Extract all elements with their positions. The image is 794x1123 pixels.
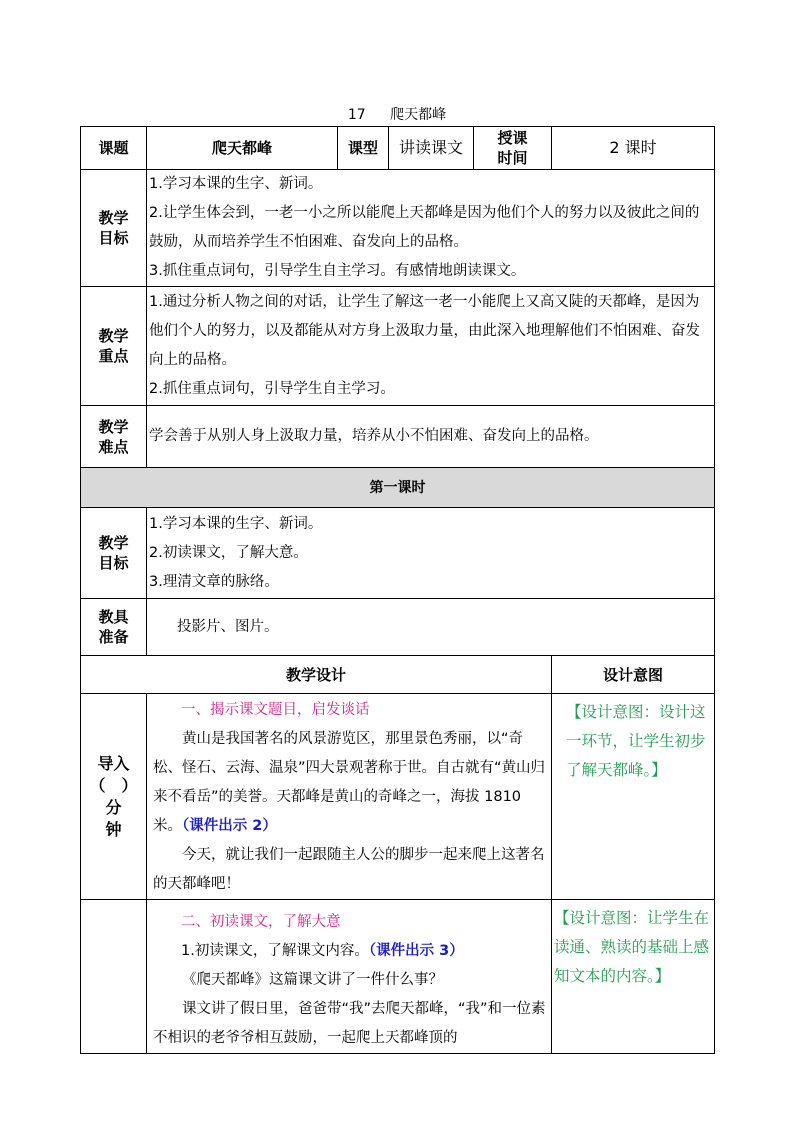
lesson1-goal-line: 3.理清文章的脉络。 bbox=[149, 573, 279, 590]
goal-line: 2.让学生体会到，一老一小之所以能爬上天都峰是因为他们个人的努力以及彼此之间的鼓励，从而培养学生不怕困难、奋发向上的品格。 bbox=[149, 205, 700, 250]
key-point-line: 2.抓住重点词句，引导学生自主学习。 bbox=[149, 381, 395, 397]
section2-label bbox=[81, 900, 147, 1054]
difficulty-content: 学会善于从别人身上汲取力量，培养从小不怕困难、奋发向上的品格。 bbox=[147, 406, 715, 468]
section2-intent: 【设计意图：让学生在读通、熟读的基础上感知文本的内容。】 bbox=[552, 900, 715, 1054]
type-label: 课型 bbox=[338, 127, 389, 170]
section2-answer: 课文讲了假日里，爸爸带“我”去爬天都峰，“我”和一位素不相识的老爷爷相互鼓励，一起爬上天都峰顶的 bbox=[153, 1001, 546, 1046]
key-points-row bbox=[81, 287, 715, 406]
difficulty-row bbox=[81, 406, 715, 468]
lesson-title: 爬天都峰 bbox=[390, 107, 447, 123]
goal-line: 1.学习本课的生字、新词。 bbox=[149, 176, 323, 192]
time-value: 2 课时 bbox=[552, 127, 715, 170]
section2-heading: 二、初读课文，了解大意 bbox=[181, 914, 341, 930]
design-heading-row bbox=[81, 656, 715, 694]
goals-label: 教学目标 bbox=[81, 170, 147, 287]
header-row bbox=[81, 127, 715, 170]
document-title bbox=[0, 104, 794, 124]
difficulty-label: 教学难点 bbox=[81, 406, 147, 468]
section1-label-line: 钟 bbox=[105, 819, 122, 839]
topic-value: 爬天都峰 bbox=[147, 127, 338, 170]
type-value: 讲读课文 bbox=[389, 127, 474, 170]
section1-label-line: 导入 bbox=[97, 753, 130, 773]
lesson1-heading-row bbox=[81, 468, 715, 508]
lesson1-heading: 第一课时 bbox=[81, 468, 715, 508]
lesson1-goal-line: 2.初读课文，了解大意。 bbox=[149, 544, 308, 561]
lesson1-goals-content bbox=[147, 508, 715, 599]
section1-para2: 今天，就让我们一起跟随主人公的脚步一起来爬上这著名的天都峰吧！ bbox=[153, 847, 545, 892]
lesson-plan-table bbox=[80, 126, 715, 1054]
section2-row bbox=[81, 900, 715, 1054]
section2-item1-text: 1.初读课文，了解课文内容。 bbox=[181, 943, 369, 959]
section1-heading: 一、揭示课文题目，启发谈话 bbox=[181, 702, 370, 718]
section1-row bbox=[81, 694, 715, 900]
time-label: 授课时间 bbox=[474, 127, 552, 170]
section1-para1-tag: （课件出示 2） bbox=[182, 818, 277, 834]
section1-para1 bbox=[153, 725, 549, 841]
key-points-label: 教学重点 bbox=[81, 287, 147, 406]
section2-item1-tag: （课件出示 3） bbox=[368, 943, 464, 959]
goals-content bbox=[147, 170, 715, 287]
section1-intent: 【设计意图：设计这一环节，让学生初步了解天都峰。】 bbox=[552, 694, 715, 900]
section1-label-line: （ ）分 bbox=[89, 775, 138, 817]
section1-content bbox=[147, 694, 552, 900]
tools-row bbox=[81, 599, 715, 656]
section1-para1-text: 黄山是我国著名的风景游览区，那里景色秀丽，以“奇松、怪石、云海、温泉”四大景观著称于世。自古就有“黄山归来不看岳”的美誉。天都峰是黄山的奇峰之一，海拔 1810 米。 bbox=[153, 731, 546, 834]
section2-content bbox=[147, 900, 552, 1054]
key-point-line: 1.通过分析人物之间的对话，让学生了解这一老一小能爬上又高又陡的天都峰，是因为他们个人的努力，以及都能从对方身上汲取力量，由此深入地理解他们不怕困难、奋发向上的品格。 bbox=[149, 294, 700, 368]
design-heading: 教学设计 bbox=[81, 656, 552, 694]
section2-item1 bbox=[153, 937, 549, 966]
lesson1-goals-row bbox=[81, 508, 715, 599]
goal-line: 3.抓住重点词句，引导学生自主学习。有感情地朗读课文。 bbox=[149, 263, 526, 279]
goals-row bbox=[81, 170, 715, 287]
key-points-content bbox=[147, 287, 715, 406]
topic-label: 课题 bbox=[81, 127, 147, 170]
lesson-number: 17 bbox=[347, 107, 366, 123]
tools-content bbox=[147, 599, 715, 656]
intent-heading: 设计意图 bbox=[552, 656, 715, 694]
tools-text: 投影片、图片。 bbox=[177, 618, 279, 635]
section2-question: 《爬天都峰》这篇课文讲了一件什么事？ bbox=[182, 972, 443, 988]
lesson1-goals-label: 教学目标 bbox=[81, 508, 147, 599]
section1-label bbox=[81, 694, 147, 900]
tools-label: 教具准备 bbox=[81, 599, 147, 656]
lesson1-goal-line: 1.学习本课的生字、新词。 bbox=[149, 515, 323, 532]
